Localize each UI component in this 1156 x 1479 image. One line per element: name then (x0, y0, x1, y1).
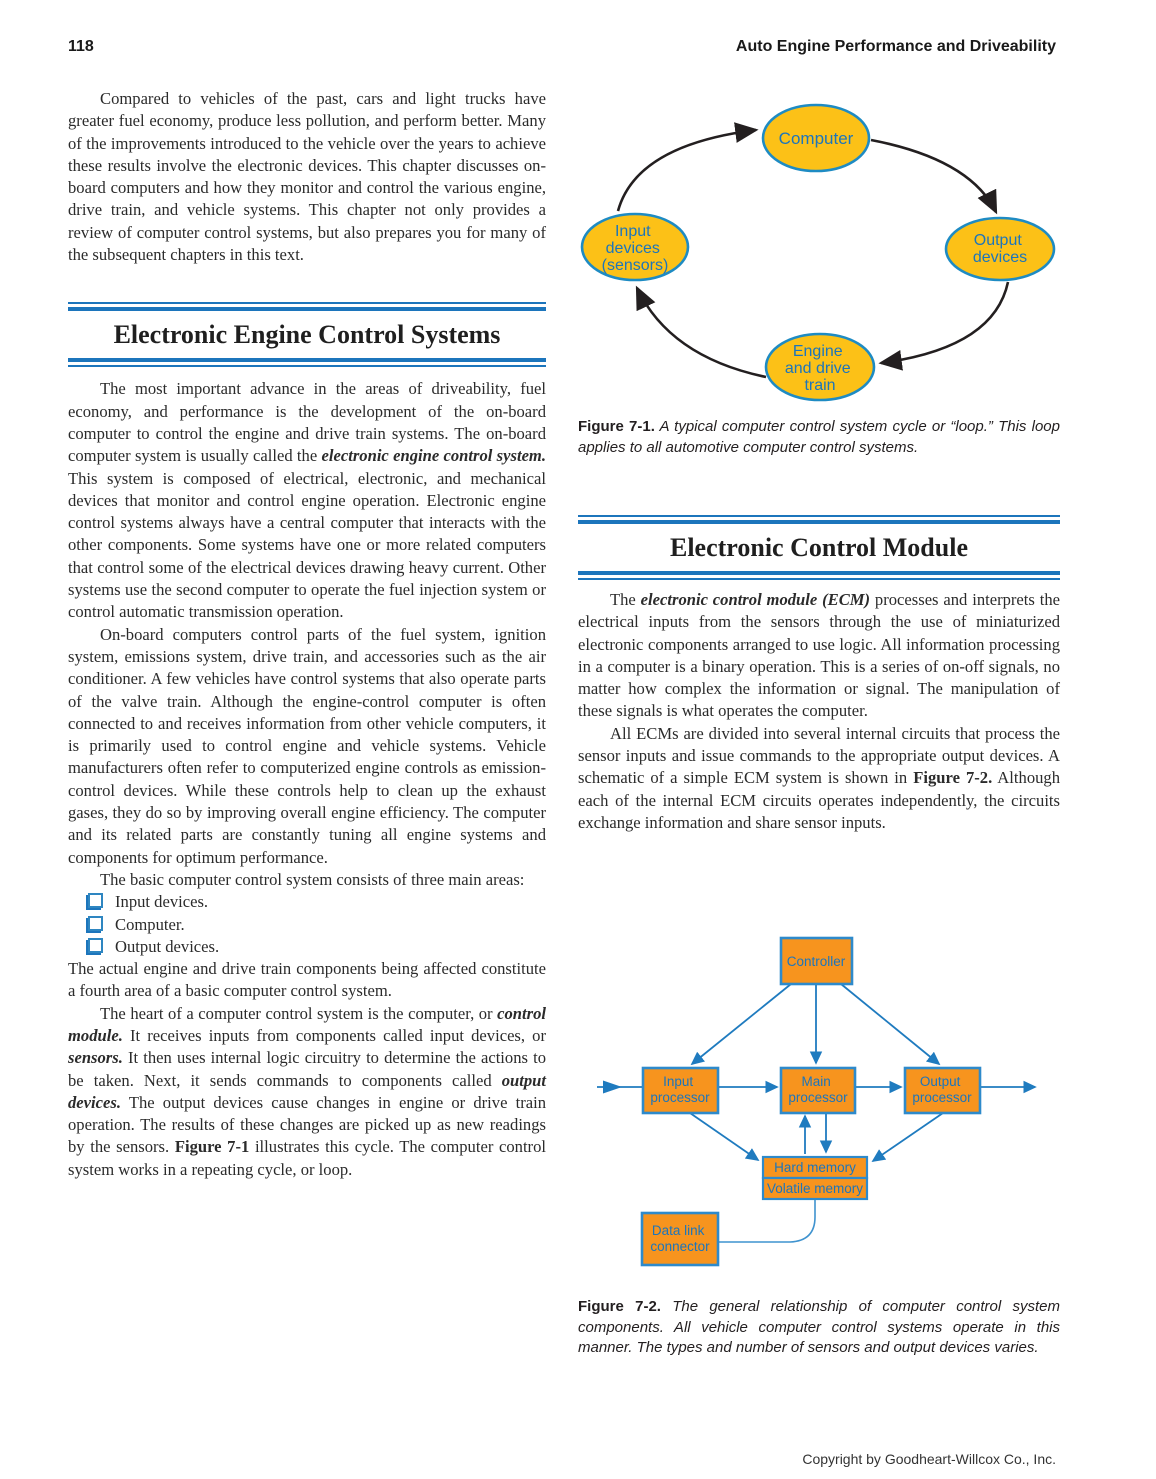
left-column (68, 88, 546, 1181)
figure-7-1-loop-diagram (578, 85, 1060, 411)
line-datalink-to-memory (718, 1199, 815, 1242)
node-output-devices-label: Output devices (972, 232, 1028, 266)
key-term: control module. (68, 1003, 546, 1045)
paragraph: The electronic control module (ECM) processes and interprets the electrical inputs from the sensors through the use of miniaturized electronic components arranged to use logic. All information processing in a computer is a binary operation. This is a series of on-off signals, no matter how complex the information or signal. The manipulation of these signals is what operates the computer. (578, 590, 1061, 721)
paragraph: On-board computers control parts of the fuel system, ignition system, emissions system, drive train, and accessories such as the air conditioner. A few vehicles have control systems that also operate parts of the valve train. Although the engine-control computer is often connected to and receives information from other vehicle computers, it is primarily used to control engine and vehicle systems. Vehicle manufacturers often refer to computerized engine controls as emission-control devices. While these controls help to clean up the exhaust gases, they do so by improving overall engine efficiency. The computer and its related parts are constantly tuning all engine systems and components for optimum performance. (68, 624, 546, 867)
square-bullet-icon (88, 893, 103, 908)
list-item: Computer. (68, 914, 546, 936)
right-column-text (578, 589, 1060, 834)
arrow-engine-to-input (637, 288, 766, 377)
paragraph: The basic computer control system consists of three main areas: (100, 869, 525, 889)
figure-7-1-caption: Figure 7-1. A typical computer control system cycle or “loop.” This loop applies to all automotive computer control systems. (578, 418, 1060, 456)
box-volatile-memory-label: Volatile memory (766, 1181, 864, 1196)
square-bullet-icon (88, 916, 103, 931)
section-title: Electronic Control Module (669, 533, 968, 562)
figure-reference: Figure 7-1 (174, 1137, 250, 1157)
double-rule-bottom (68, 358, 546, 367)
node-computer-label: Computer (778, 129, 854, 148)
box-output-processor-label: Output processor (912, 1074, 972, 1105)
arrow-computer-to-output (871, 140, 996, 212)
arrowhead-sensor-input (603, 1081, 622, 1094)
paragraph-intro: Compared to vehicles of the past, cars and light trucks have greater fuel economy, produce less pollution, and perform better. Many of the improvements introduced to the vehicle over the years to achieve these results involve the electronic devices. This chapter discusses on-board computers and how they monitor and control the various engine, drive train, and vehicle systems. This chapter not only provides a review of computer control systems, but also prepares you for many of the subsequent chapters in this text. (68, 89, 546, 265)
figure-label: Figure 7-2. (578, 1298, 661, 1315)
list-item: Output devices. (68, 936, 546, 958)
arrow-input-to-memory (690, 1113, 758, 1160)
node-input-devices-label: Input devices (sensors) (601, 223, 669, 274)
section-heading-electronic-control-module (578, 515, 1060, 580)
paragraph: The heart of a computer control system is the computer, or control module. It receives inputs from components called input devices, or sensors. It then uses internal logic circuitry to determine the actions to be taken. Next, it sends commands to components called output devices. The output devices cause changes in engine or drive train operation. The results of these changes are picked up as new readings by the sensors. Figure 7-1 illustrates this cycle. The computer control system works in a repeating cycle, or loop. (68, 1003, 546, 1179)
key-term: sensors. (68, 1048, 123, 1068)
box-data-link-connector-label: Data link connector (650, 1223, 710, 1254)
key-term: electronic control module (ECM) (640, 590, 871, 609)
figure-7-2-ecm-schematic (578, 925, 1060, 1287)
figure-reference: Figure 7-2. (913, 768, 993, 788)
arrow-output-to-memory (873, 1113, 943, 1161)
double-rule-top (68, 302, 546, 311)
arrow-controller-to-output (841, 984, 939, 1064)
box-input-processor-label: Input processor (650, 1074, 710, 1105)
key-term: electronic engine control system. (321, 446, 546, 466)
list-item: Input devices. (68, 891, 546, 913)
copyright-footer: Copyright by Goodheart-Willcox Co., Inc. (802, 1451, 1056, 1467)
double-rule-top (578, 515, 1060, 524)
arrow-output-to-engine (881, 282, 1008, 363)
section-heading-electronic-engine-control-systems (68, 302, 546, 367)
square-bullet-icon (88, 938, 103, 953)
figure-label: Figure 7-1. (578, 418, 655, 435)
box-main-processor-label: Main processor (788, 1074, 848, 1105)
paragraph: The actual engine and drive train components being affected constitute a fourth area of a basic computer control system. (68, 959, 546, 1001)
double-rule-bottom (578, 571, 1060, 580)
section-title: Electronic Engine Control Systems (113, 320, 501, 350)
key-term: output devices. (68, 1070, 546, 1112)
paragraph: The most important advance in the areas of driveability, fuel economy, and performance is the development of the on-board computer to control the engine and drive train systems. The on-board computer system is usually called the electronic engine control system. This system is composed of electrical, electronic, and mechanical devices that monitor and control engine operation. Electronic engine control systems always have a central computer that interacts with the other components. Some systems have one or more related computers that control some of the electrical devices drawing heavy current. Other systems use the second computer to operate the fuel injection system or control automatic transmission operation. (68, 379, 546, 622)
running-head: Auto Engine Performance and Driveability (735, 38, 1056, 55)
paragraph: All ECMs are divided into several internal circuits that process the sensor inputs and issue commands to the appropriate output devices. A schematic of a simple ECM system is shown in Figure 7-2. Although each of the internal ECM circuits operates independently, the circuits exchange information and share sensor inputs. (578, 723, 1061, 832)
node-engine-drive-train-label: Engine and drive train (784, 343, 851, 394)
arrow-controller-to-input (692, 984, 791, 1064)
page-header (68, 38, 1056, 56)
box-controller-label: Controller (786, 954, 846, 969)
page-number: 118 (68, 38, 94, 55)
arrow-input-to-computer (618, 130, 756, 211)
box-hard-memory-label: Hard memory (774, 1160, 856, 1175)
figure-7-2-caption: Figure 7-2. The general relationship of computer control system components. All vehicle computer control systems operate in this manner. The types and number of sensors and output devices varies. (578, 1298, 1060, 1356)
